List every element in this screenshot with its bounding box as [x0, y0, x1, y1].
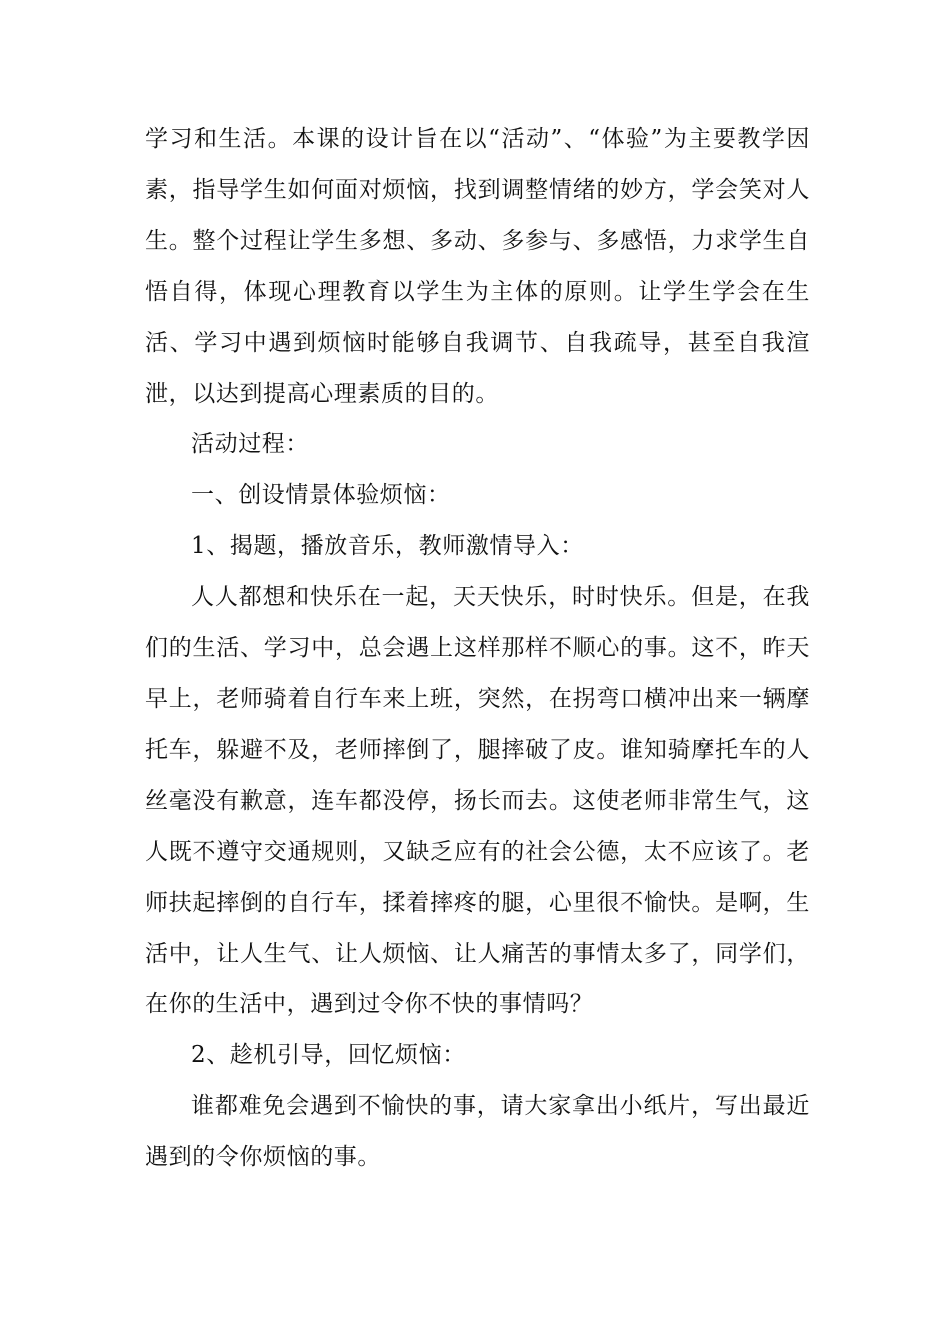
document-body: [145, 114, 810, 1183]
heading-section-one: 一、创设情景体验烦恼：: [191, 482, 451, 509]
heading-step-one: 1、揭题，播放音乐，教师激情导入：: [191, 533, 584, 560]
heading-activity-process: 活动过程：: [191, 431, 309, 458]
paragraph-write-worries: 谁都难免会遇到不愉快的事，请大家拿出小纸片，写出最近遇到的令你烦恼的事。: [145, 1093, 810, 1171]
heading-step-two: 2、趁机引导，回忆烦恼：: [191, 1042, 466, 1069]
paragraph-teacher-story: 人人都想和快乐在一起，天天快乐，时时快乐。但是，在我们的生活、学习中，总会遇上这样那样不顺心的事。这不，昨天早上，老师骑着自行车来上班，突然，在拐弯口横冲出来一辆摩托车，躲避不及，老师摔倒了，腿摔破了皮。谁知骑摩托车的人丝毫没有歉意，连车都没停，扬长而去。这使老师非常生气，这人既不遵守交通规则，又缺乏应有的社会公德，太不应该了。老师扶起摔倒的自行车，揉着摔疼的腿，心里很不愉快。是啊，生活中，让人生气、让人烦恼、让人痛苦的事情太多了，同学们，在你的生活中，遇到过令你不快的事情吗？: [145, 584, 810, 1018]
paragraph-intro-continuation: 学习和生活。本课的设计旨在以“活动”、“体验”为主要教学因素，指导学生如何面对烦恼，找到调整情绪的妙方，学会笑对人生。整个过程让学生多想、多动、多参与、多感悟，力求学生自悟自得，体现心理教育以学生为主体的原则。让学生学会在生活、学习中遇到烦恼时能够自我调节、自我疏导，甚至自我渲泄，以达到提高心理素质的目的。: [145, 126, 810, 407]
